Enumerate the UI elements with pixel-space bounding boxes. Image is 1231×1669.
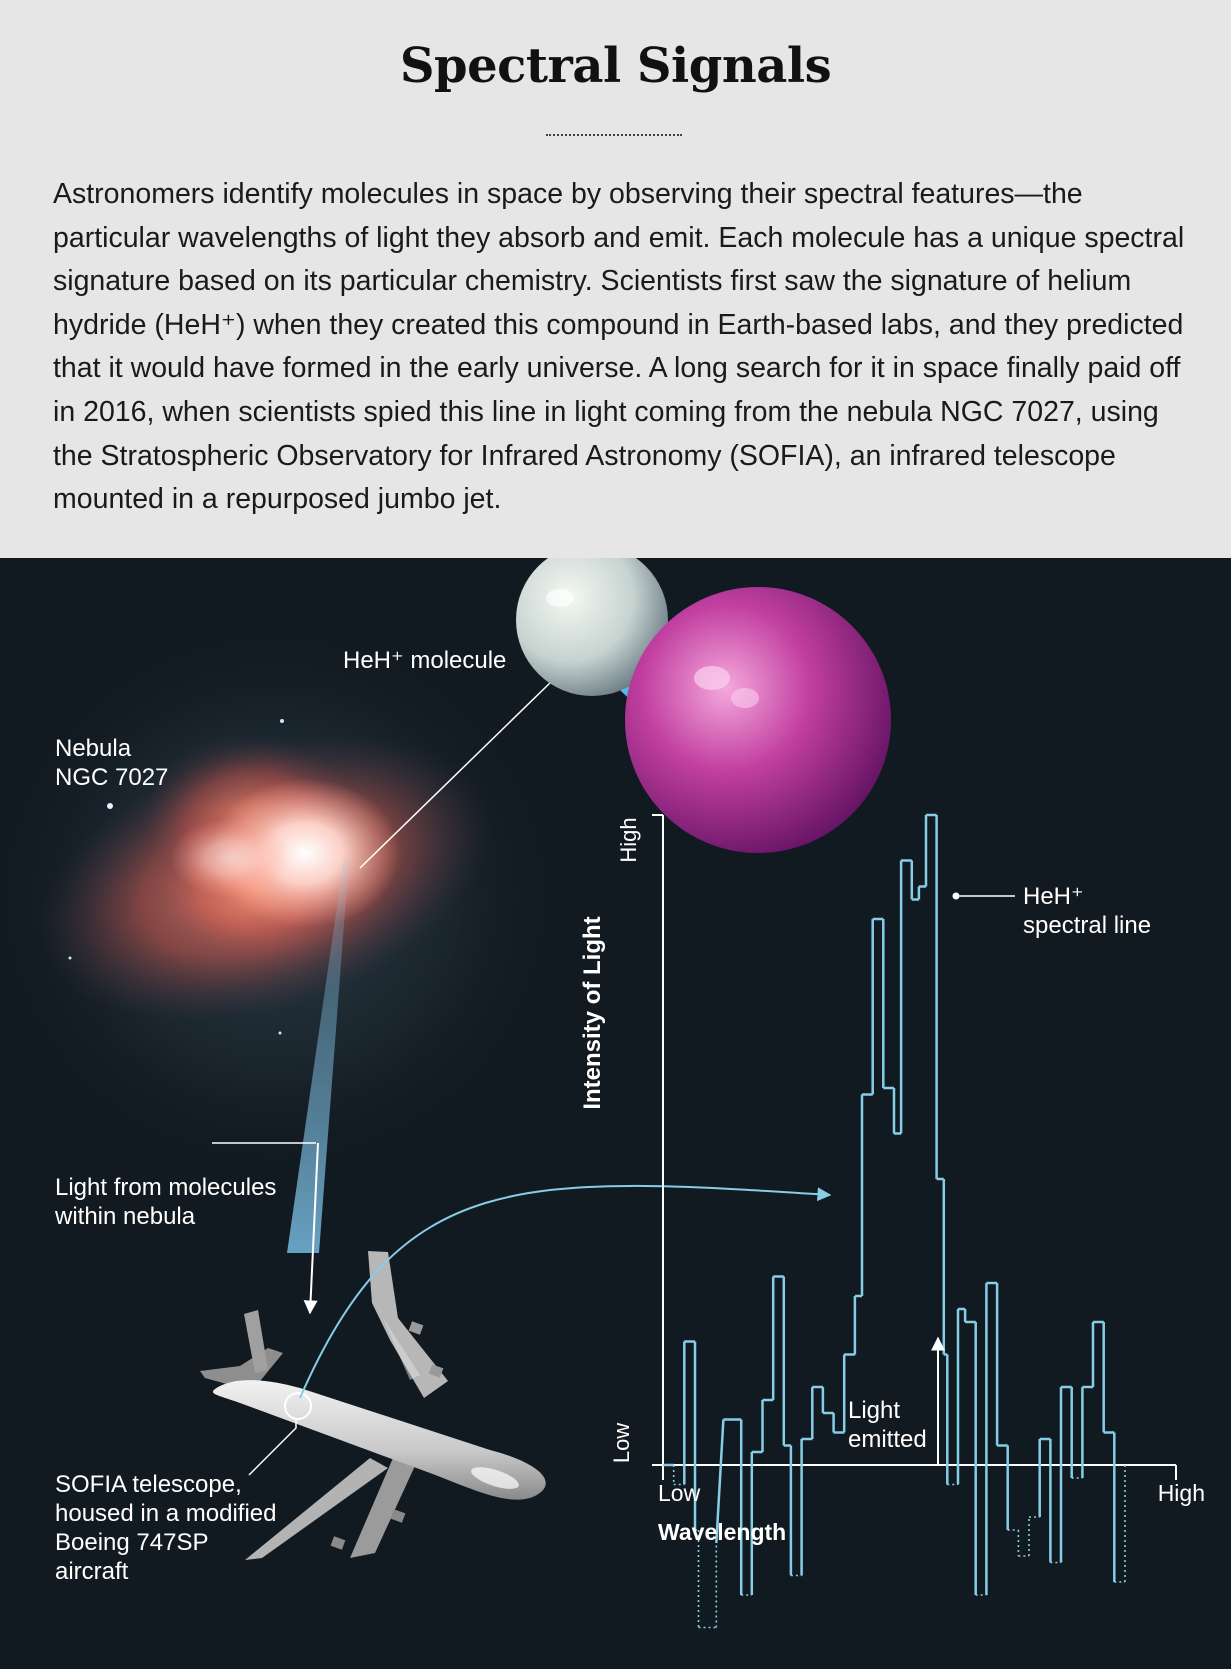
molecule-label: HeH⁺ molecule [343, 647, 507, 674]
x-axis-low-label: Low [658, 1480, 701, 1506]
x-axis-high-label: High [1157, 1480, 1205, 1506]
x-axis-title: Wavelength [658, 1519, 787, 1545]
light-emitted-label: Light emitted [848, 1397, 927, 1453]
light-from-label: Light from molecules within nebula [55, 1174, 277, 1230]
intro-paragraph: Astronomers identify molecules in space by observing their spectral features—the particular wavelengths of light they absorb and emit. Each molecule has a unique spectral signature based on its particular chemistry. Scientists first saw the signature of helium hydride (HeH⁺) when they created this compound in Earth-based labs, and they predicted that it would have formed in the early universe. A long search for it in space finally paid off in 2016, when scientists spied this line in light coming from the nebula NGC 7027, using the Stratospheric Observatory for Infrared Astronomy (SOFIA), an infrared telescope mounted in a repurposed jumbo jet. [53, 178, 1185, 516]
spectral-line-dot [953, 893, 960, 900]
sofia-label-line [249, 1419, 296, 1475]
intro-panel [0, 0, 1231, 558]
title-divider [546, 134, 682, 136]
sofia-label: SOFIA telescope, housed in a modified Boeing 747SP aircraft [55, 1471, 277, 1585]
nebula-label: Nebula NGC 7027 [55, 735, 169, 791]
y-axis-low-label: Low [609, 1422, 634, 1464]
heh-molecule [516, 558, 891, 853]
page-title: Spectral Signals [399, 38, 832, 94]
y-axis-title: Intensity of Light [579, 916, 606, 1110]
y-axis-high-label: High [616, 817, 641, 863]
nebula-image [0, 618, 565, 1178]
spectral-line-label: HeH⁺ spectral line [1023, 883, 1152, 939]
